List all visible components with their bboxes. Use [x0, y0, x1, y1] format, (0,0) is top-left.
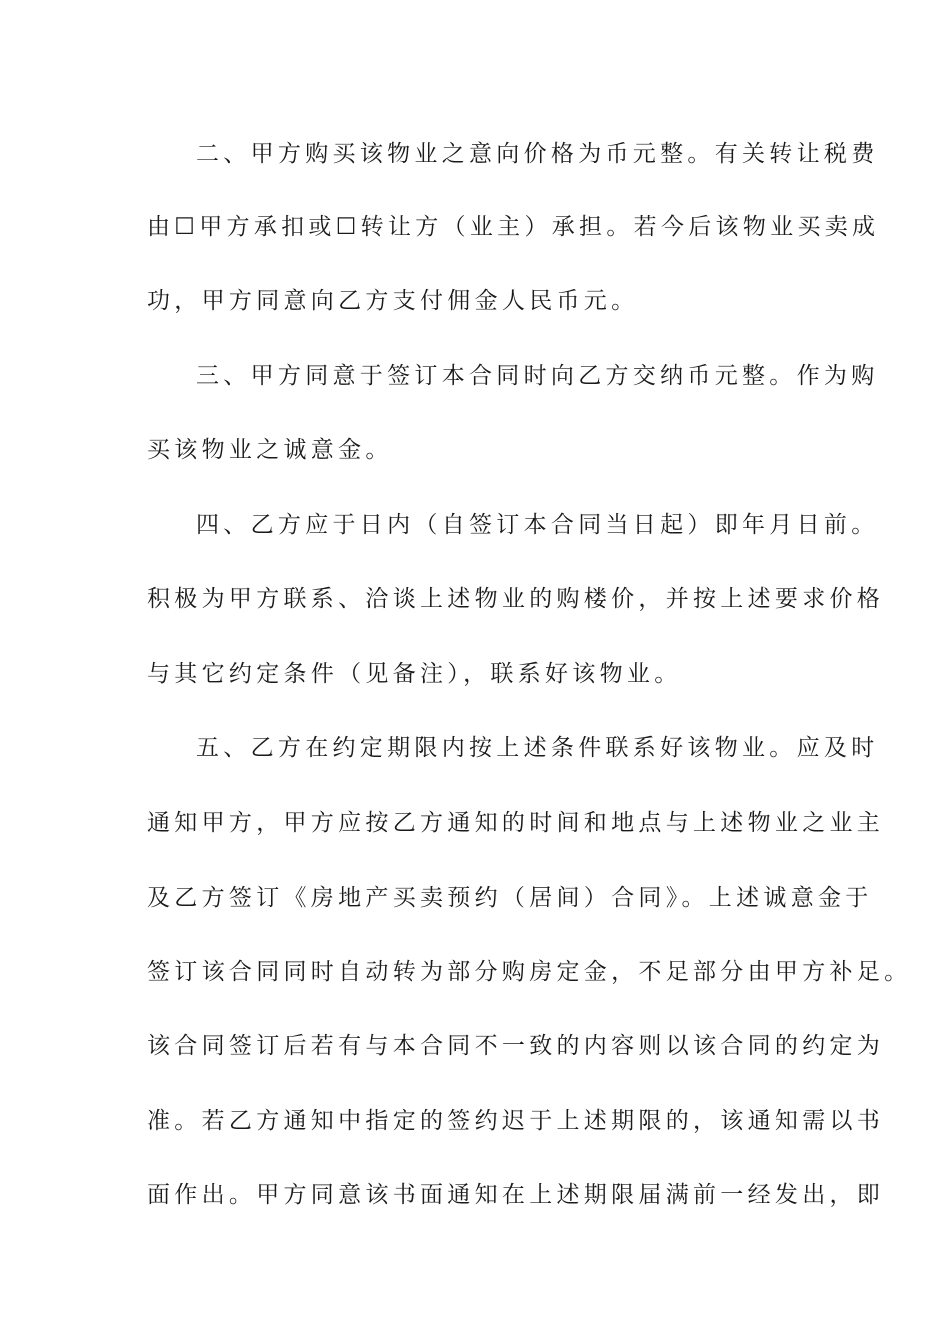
clause-4-line-3: 与其它约定条件（见备注），联系好该物业。: [147, 661, 682, 687]
clause-2-line-2: 由☐甲方承扣或☐转让方（业主）承担。若今后该物业买卖成: [147, 214, 880, 240]
clause-2-line-3: 功，甲方同意向乙方支付佣金人民币元。: [147, 288, 639, 314]
clause-5-line-1: 五、乙方在约定期限内按上述条件联系好该物业。应及时: [196, 735, 879, 761]
clause-3-line-2: 买该物业之诚意金。: [147, 437, 393, 463]
clause-5-line-3: 及乙方签订《房地产买卖预约（居间）合同》。上述诚意金于: [147, 885, 873, 911]
clause-5-line-6: 准。若乙方通知中指定的签约迟于上述期限的，该通知需以书: [147, 1108, 885, 1134]
clause-3-line-1: 三、甲方同意于签订本合同时向乙方交纳币元整。作为购: [196, 363, 879, 389]
clause-4-line-1: 四、乙方应于日内（自签订本合同当日起）即年月日前。: [196, 512, 879, 538]
clause-2-line-1: 二、甲方购买该物业之意向价格为币元整。有关转让税费: [196, 141, 879, 167]
clause-5-line-4: 签订该合同同时自动转为部分购房定金，不足部分由甲方补足。: [147, 959, 912, 985]
clause-5-line-2: 通知甲方，甲方应按乙方通知的时间和地点与上述物业之业主: [147, 810, 885, 836]
clause-5-line-7: 面作出。甲方同意该书面通知在上述期限届满前一经发出，即: [147, 1182, 885, 1208]
clause-4-line-2: 积极为甲方联系、洽谈上述物业的购楼价，并按上述要求价格: [147, 586, 885, 612]
clause-5-line-5: 该合同签订后若有与本合同不一致的内容则以该合同的约定为: [147, 1033, 885, 1059]
